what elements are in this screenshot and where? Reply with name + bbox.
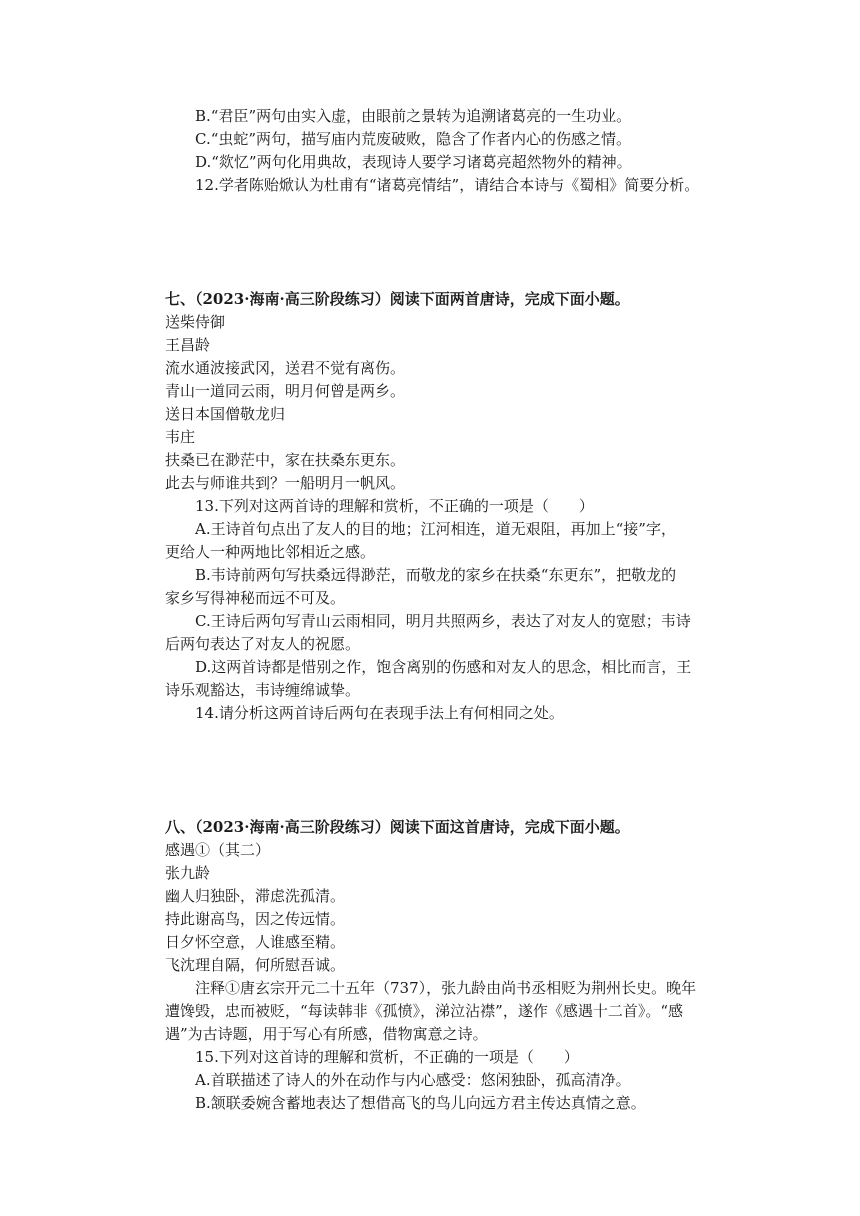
q11-option-b: B.“君臣”两句由实入虚，由眼前之景转为追溯诸葛亮的一生功业。	[195, 107, 632, 125]
q13-option-a-line2: 更给人一种两地比邻相近之感。	[165, 543, 376, 561]
poem2-line2: 此去与师谁共到？一船明月一帆风。	[165, 474, 406, 492]
poem-line3: 日夕怀空意，人谁感至精。	[165, 933, 346, 951]
q13-option-d-line1: D.这两首诗都是惜别之作，饱含离别的伤感和对友人的思念，相比而言，王	[195, 658, 692, 676]
poem-title: 感遇①（其二）	[165, 841, 271, 859]
poem2-author: 韦庄	[165, 428, 196, 446]
annotation-line1: 注释①唐玄宗开元二十五年（737），张九龄由尚书丞相贬为荆州长史。晚年	[195, 979, 697, 997]
poem-line4: 飞沈理自隔，何所慰吾诚。	[165, 956, 346, 974]
poem2-line1: 扶桑已在渺茫中，家在扶桑东更东。	[165, 451, 406, 469]
annotation-line2: 遭馋毁，忠而被贬，“每读韩非《孤愤》，涕泣沾襟”，遂作《感遇十二首》。“感	[165, 1002, 684, 1020]
poem1-author: 王昌龄	[165, 336, 211, 354]
question-12: 12.学者陈贻焮认为杜甫有“诸葛亮情结”，请结合本诗与《蜀相》简要分析。	[195, 176, 700, 194]
q13-option-d-line2: 诗乐观豁达，韦诗缠绵诚挚。	[165, 681, 361, 699]
poem1-line1: 流水通波接武冈，送君不觉有离伤。	[165, 359, 406, 377]
q15-option-b: B.颔联委婉含蓄地表达了想借高飞的鸟儿向远方君主传达真情之意。	[195, 1094, 646, 1112]
q15-option-a: A.首联描述了诗人的外在动作与内心感受：悠闲独卧，孤高清净。	[195, 1071, 631, 1089]
annotation-line3: 遇”为古诗题，用于写心有所感，借物寓意之诗。	[165, 1025, 488, 1043]
poem-line2: 持此谢高鸟，因之传远情。	[165, 910, 346, 928]
question-14: 14.请分析这两首诗后两句在表现手法上有何相同之处。	[195, 704, 564, 722]
q11-option-d: D.“欻忆”两句化用典故，表现诗人要学习诸葛亮超然物外的精神。	[195, 153, 632, 171]
q13-option-c-line1: C.王诗后两句写青山云雨相同，明月共照两乡，表达了对友人的宽慰；韦诗	[195, 612, 691, 630]
poem1-line2: 青山一道同云雨，明月何曾是两乡。	[165, 382, 406, 400]
question-15: 15.下列对这首诗的理解和赏析，不正确的一项是（ ）	[195, 1048, 579, 1066]
q13-option-c-line2: 后两句表达了对友人的祝愿。	[165, 635, 361, 653]
poem1-title: 送柴侍御	[165, 313, 226, 331]
poem2-title: 送日本国僧敬龙归	[165, 405, 286, 423]
q13-option-b-line2: 家乡写得神秘而远不可及。	[165, 589, 346, 607]
section-8-heading: 八、（2023·海南·高三阶段练习）阅读下面这首唐诗，完成下面小题。	[165, 818, 630, 836]
section-7-heading: 七、（2023·海南·高三阶段练习）阅读下面两首唐诗，完成下面小题。	[165, 290, 630, 308]
poem-author: 张九龄	[165, 864, 211, 882]
question-13: 13.下列对这两首诗的理解和赏析，不正确的一项是（ ）	[195, 497, 594, 515]
q13-option-a-line1: A.王诗首句点出了友人的目的地；江河相连，道无艰阻，再加上“接”字，	[195, 520, 676, 538]
poem-line1: 幽人归独卧，滞虑洗孤清。	[165, 887, 346, 905]
q11-option-c: C.“虫蛇”两句，描写庙内荒废破败，隐含了作者内心的伤感之情。	[195, 130, 632, 148]
q13-option-b-line1: B.韦诗前两句写扶桑远得渺茫，而敬龙的家乡在扶桑“东更东”，把敬龙的	[195, 566, 677, 584]
